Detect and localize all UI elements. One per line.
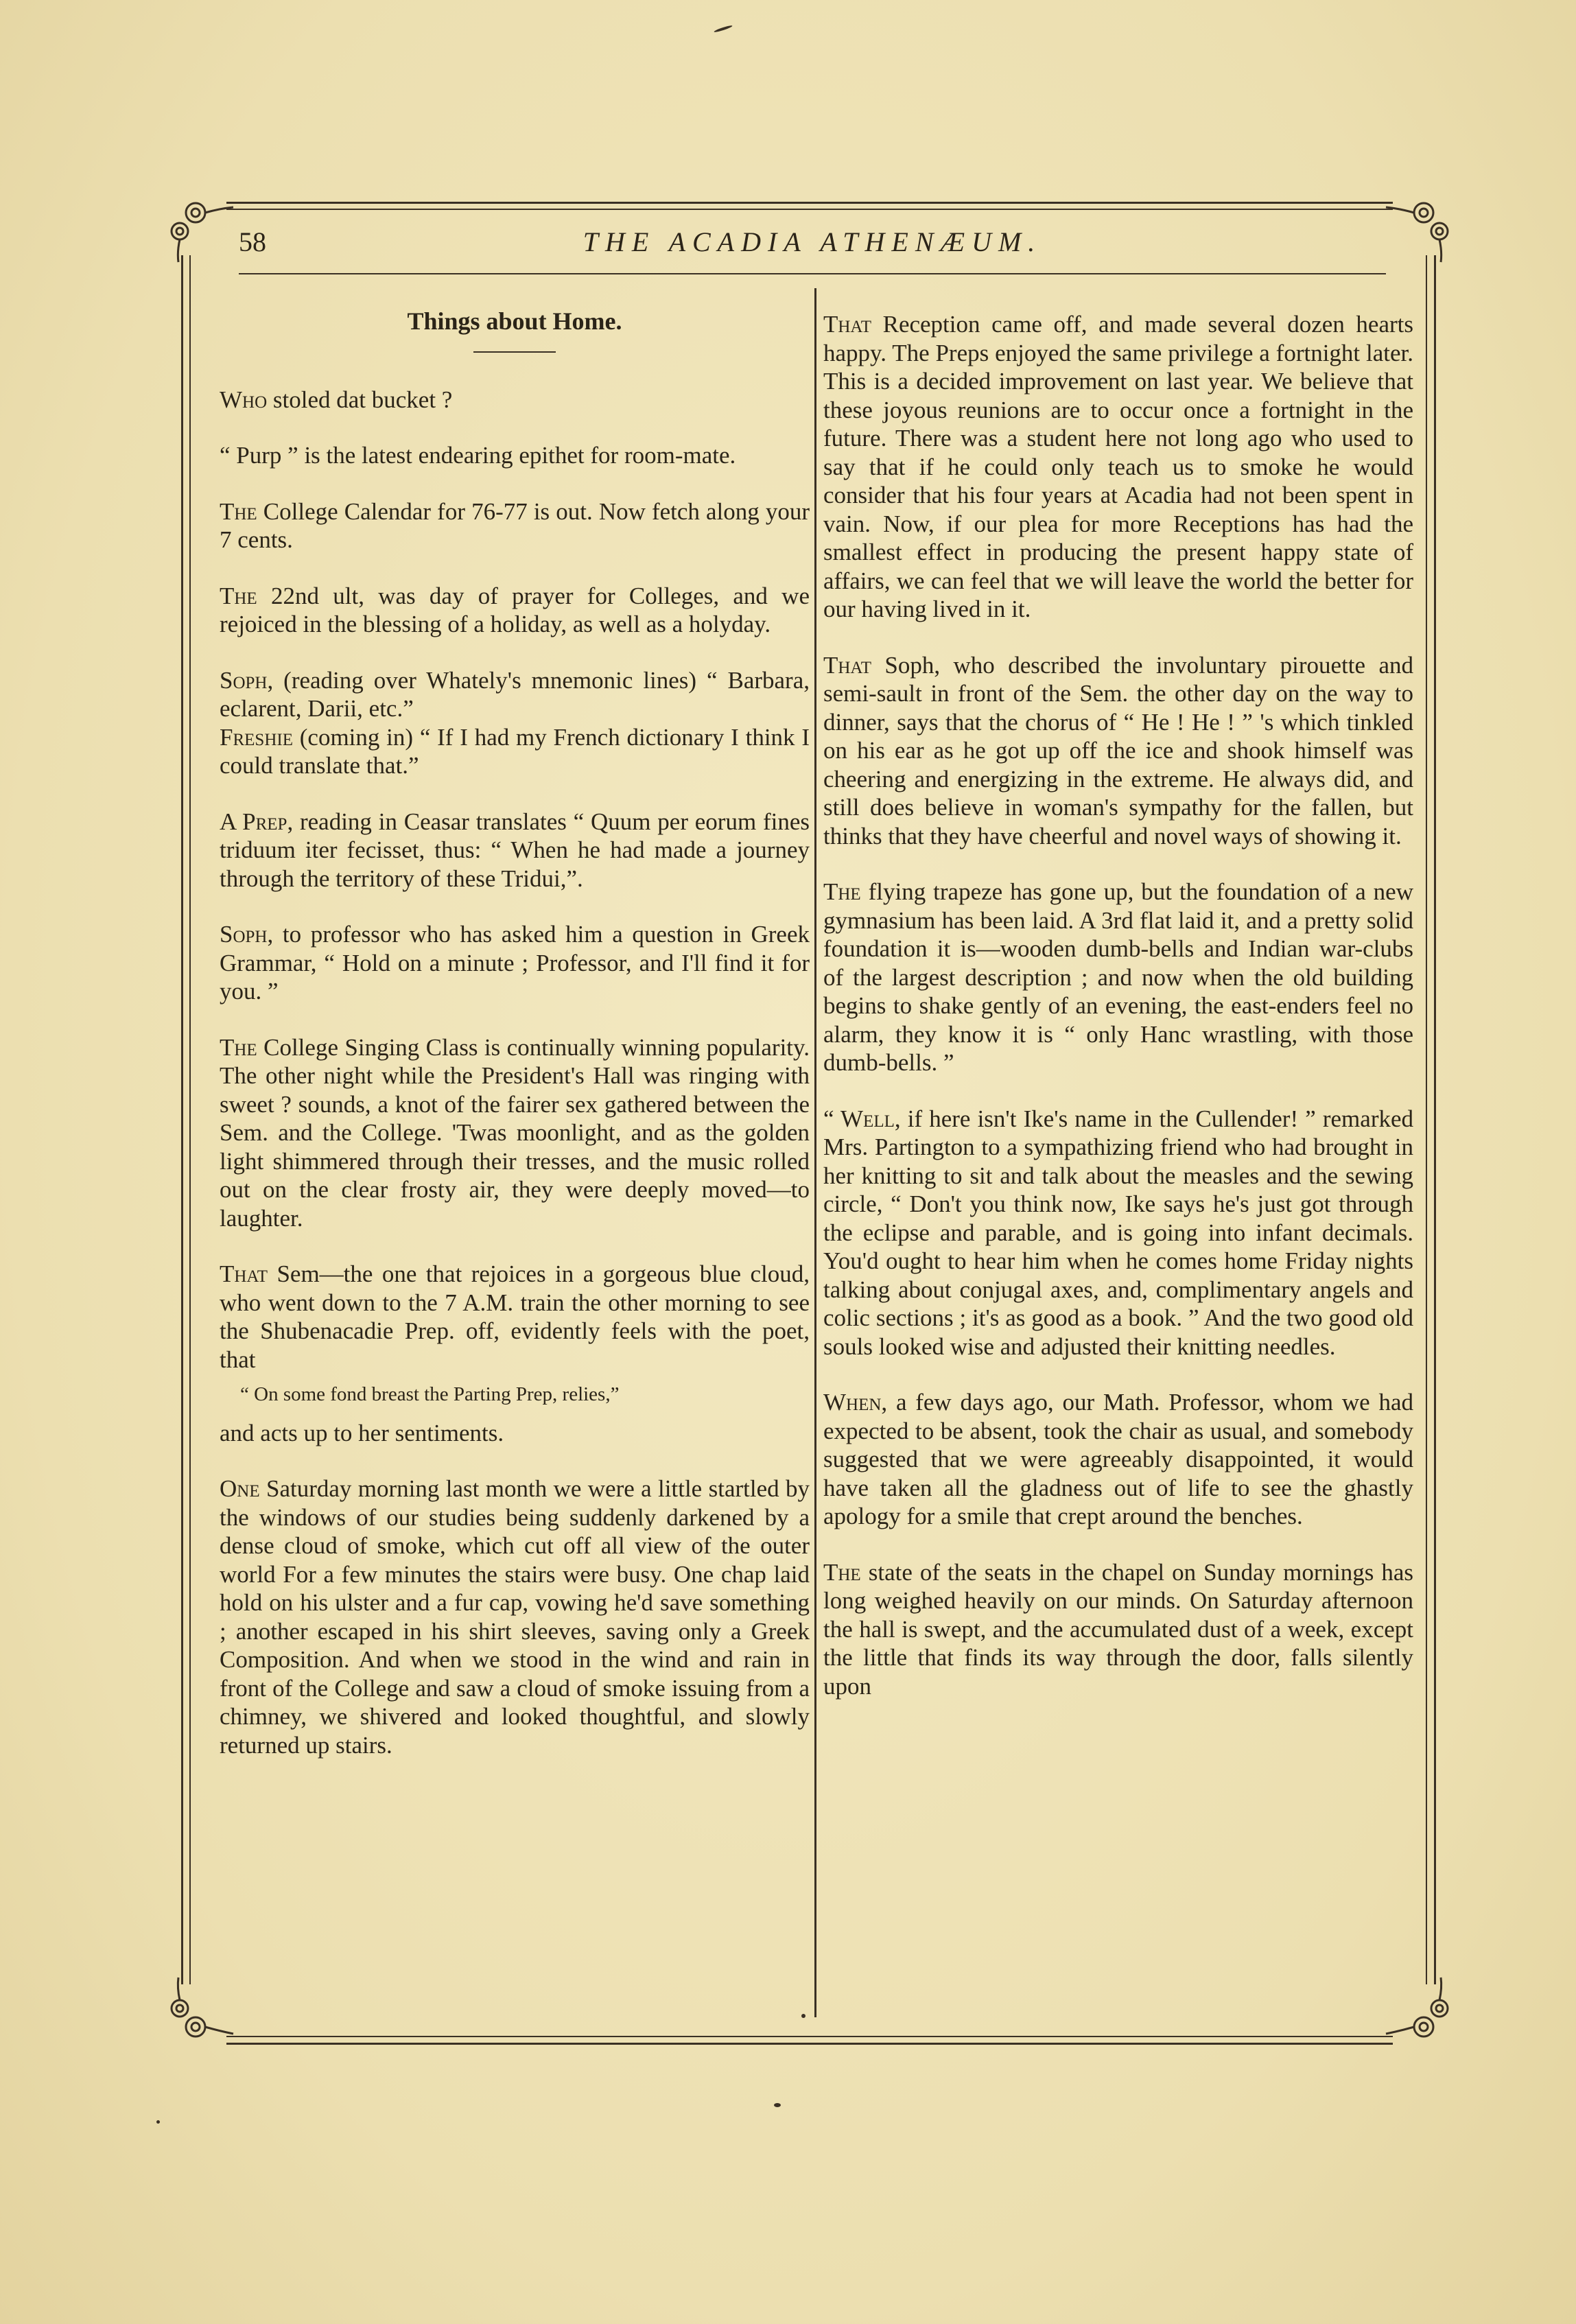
bottom-rule-outer [226, 2043, 1393, 2045]
paragraph-lead: That [823, 311, 871, 338]
column-divider [814, 288, 816, 2017]
paragraph-lead: When, [823, 1389, 888, 1416]
paragraph [823, 651, 1413, 851]
paragraph-lead: Freshie [220, 723, 293, 751]
paper-speck [774, 2103, 781, 2107]
section-heading: Things about Home. [407, 307, 622, 335]
top-rule-inner [226, 209, 1393, 210]
left-column [220, 288, 810, 1787]
paragraph [823, 310, 1413, 624]
paragraph-text: state of the seats in the chapel on Sunday mornings has long weighed heavily on our minds. On Saturday afternoon the hall is swept, and the accumulated dust of a week, except the little that finds its way through the door, falls silently upon [823, 1558, 1413, 1700]
paragraph-text: Saturday morning last month we were a little startled by the windows of our studies being suddenly darkened by a dense cloud of smoke, which cut off all view of the outer world For a few minutes the stairs were busy. One chap laid hold on his ulster and a fur cap, vowing he'd save something ; another escaped in his shirt sleeves, saving only a Greek Composition. And when we stood in the wind and rain in front of the College and saw a cloud of smoke issuing from a chimney, we shivered and looked thoughtful, and slowly returned up stairs. [220, 1475, 810, 1759]
paragraph-lead: That [823, 651, 871, 679]
paragraph [220, 441, 810, 470]
paragraph-lead: One [220, 1475, 260, 1502]
paragraph-text: 22nd ult, was day of prayer for Colleges, and we rejoiced in the blessing of a holiday, as well as a holyday. [220, 582, 810, 637]
paragraph-text: (coming in) “ If I had my French dictionary I think I could translate that.” [220, 723, 810, 779]
paragraph-lead: “ Well, [823, 1105, 901, 1132]
paragraph [220, 666, 810, 723]
paragraph-lead: Soph, [220, 666, 274, 694]
paragraph-lead: That [220, 1260, 268, 1287]
left-rule-outer [181, 255, 183, 1984]
paragraph [220, 920, 810, 1006]
left-rule-inner [189, 255, 191, 1984]
paragraph-lead: Soph, [220, 921, 274, 948]
running-title: THE ACADIA ATHENÆUM. [583, 226, 1042, 257]
paragraph [220, 1260, 810, 1374]
corner-flourish-icon [1379, 193, 1455, 269]
paragraph-lead: The [220, 582, 257, 609]
paragraph [823, 1558, 1413, 1701]
paragraph-text: College Singing Class is continually winning popularity. The other night while the President's Hall was ringing with sweet ? sounds, a knot of the fairer sex gathered between the Sem. and the College. 'Twas moonlight, and as the golden light shimmered through their tresses, and the music rolled out on the clear frosty air, they were deeply moved—to laughter. [220, 1033, 810, 1232]
corner-flourish-icon [165, 193, 240, 269]
page-header [239, 223, 1386, 271]
bottom-rule-inner [226, 2036, 1393, 2037]
paragraph [220, 1475, 810, 1759]
corner-flourish-icon [165, 1971, 240, 2046]
quotation: “ On some fond breast the Parting Prep, relies,” [240, 1383, 620, 1405]
paragraph [823, 878, 1413, 1077]
paragraph-lead: A Prep, [220, 808, 294, 835]
right-column [823, 310, 1413, 1728]
paragraph-text: “ Purp ” is the latest endearing epithet for room-mate. [220, 442, 736, 469]
paper-speck [714, 25, 733, 33]
heading-rule [473, 351, 556, 353]
paragraph [220, 582, 810, 639]
paragraph-text: stoled dat bucket ? [267, 386, 453, 413]
paragraph-text: reading in Ceasar translates “ Quum per eorum fines triduum iter fecisset, thus: “ When he had made a journey through the territory of these Tridui,”. [220, 808, 810, 892]
paragraph [220, 1419, 810, 1448]
paragraph [220, 386, 810, 414]
paragraph-text: if here isn't Ike's name in the Cullender! ” remarked Mrs. Partington to a sympathizing friend who had brought in her knitting to sit and talk about the measles and the sewing circle, “ Don't you think now, Ike says he's just got through the eclipse and parable, and is going into infant decimals. You'd ought to hear him when he comes home Friday nights talking about conjugal axes, and, complimentary angels and colic sections ; it's as good as a book. ” And the two good old souls looked wise and adjusted their knitting needles. [823, 1105, 1414, 1360]
paragraph-text: and acts up to her sentiments. [220, 1419, 504, 1446]
paragraph [823, 1105, 1413, 1361]
paragraph-text: flying trapeze has gone up, but the foundation of a new gymnasium has been laid. A 3rd flat laid it, and a pretty solid foundation it is—wooden dumb-bells and Indian war-clubs of the largest description ; and now when the old building begins to shake gently of an evening, the east-enders feel no alarm, they know it is “ only Hanc wrastling, with those dumb-bells. ” [823, 878, 1413, 1076]
paragraph-lead: The [823, 878, 861, 905]
paragraph-text: Reception came off, and made several dozen hearts happy. The Preps enjoyed the same privilege a fortnight later. This is a decided improvement on last year. We believe that these joyous reunions are to occur once a fortnight in the future. There was a student here not long ago who used to say that if he could only teach us to smoke he would consider that his four years at Acadia had not been spent in vain. Now, if our plea for more Receptions has had the smallest effect in producing the present happy state of affairs, we can feel that we will leave the world the better for our having lived in it. [823, 311, 1413, 622]
paragraph [823, 1388, 1413, 1531]
paragraph-lead: The [220, 1033, 257, 1061]
paragraph-lead: The [823, 1558, 861, 1586]
paragraph-text: Soph, who described the involuntary pirouette and semi-sault in front of the Sem. the other day on the way to dinner, says that the chorus of “ He ! He ! ” 's which tinkled on his ear as he got up off the ice and shook himself was cheering and energizing in the extreme. He always did, and still does believe in woman's sympathy for the fallen, but thinks that they have cheerful and novel ways of showing it. [823, 651, 1413, 849]
paragraph-text: College Calendar for 76-77 is out. Now fetch along your 7 cents. [220, 497, 810, 553]
paragraph [220, 1033, 810, 1233]
paragraph-text: a few days ago, our Math. Professor, whom we had expected to be absent, took the chair as usual, and somebody suggested that we were agreeably disappointed, it would have taken all the gladness out of life to see the ghastly apology for a smile that crept around the benches. [823, 1389, 1413, 1529]
page-number: 58 [239, 226, 266, 257]
right-rule-outer [1434, 255, 1436, 1984]
right-rule-inner [1426, 255, 1427, 1984]
paragraph-text: Sem—the one that rejoices in a gorgeous blue cloud, who went down to the 7 A.M. train the other morning to see the Shubenacadie Prep. off, evidently feels with the poet, that [220, 1260, 810, 1373]
top-rule-outer [226, 202, 1393, 204]
paragraph [220, 497, 810, 554]
paragraph-lead: The [220, 497, 257, 525]
paragraph-lead: Who [220, 386, 268, 413]
paper-speck [801, 2014, 805, 2018]
paragraph-text: to professor who has asked him a question in Greek Grammar, “ Hold on a minute ; Professor, and I'll find it for you. ” [220, 921, 810, 1005]
paragraph [220, 808, 810, 893]
paragraph-text: (reading over Whately's mnemonic lines) “ Barbara, eclarent, Darii, etc.” [220, 666, 810, 722]
paper-speck [156, 2120, 160, 2124]
header-rule [239, 273, 1386, 274]
paragraph [220, 723, 810, 780]
corner-flourish-icon [1379, 1971, 1455, 2046]
